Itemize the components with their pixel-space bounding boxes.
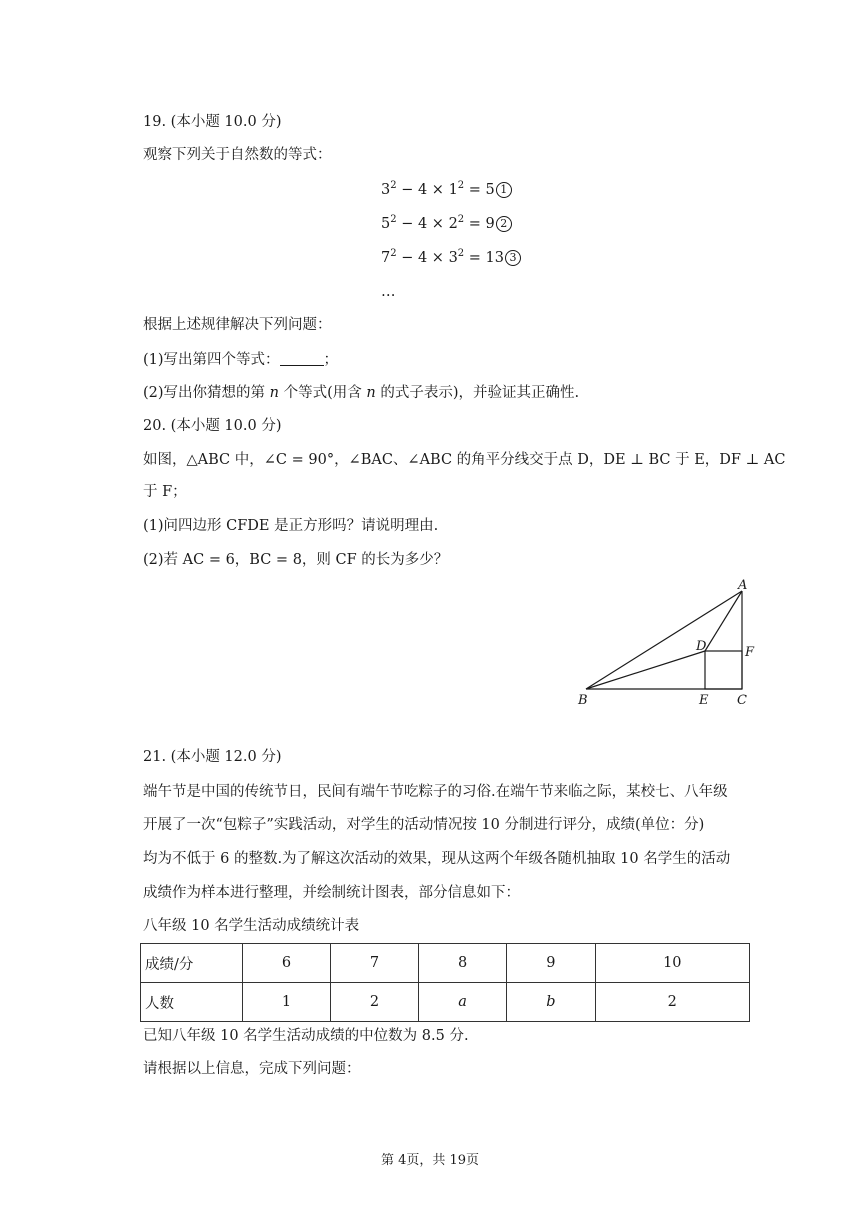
table-header-cell: 成绩/分 <box>141 944 243 983</box>
q19-heading: 19. (本小题 10.0 分) <box>143 114 282 130</box>
square-cfde <box>705 651 742 689</box>
table-cell: a <box>419 983 507 1022</box>
table-row <box>141 944 750 983</box>
segment-bd <box>586 651 705 689</box>
q21-line1: 端午节是中国的传统节日，民间有端午节吃粽子的习俗.在端午节来临之际，某校七、八年级 <box>143 784 728 800</box>
q19-intro: 观察下列关于自然数的等式： <box>143 147 332 163</box>
q19-equation-2: $5^2 - 4 \times 2^2 = 9$ 2 <box>381 214 512 234</box>
segment-ad <box>705 591 742 651</box>
label-e: E <box>699 693 709 708</box>
q20-heading: 20. (本小题 10.0 分) <box>143 418 282 434</box>
label-a: A <box>738 578 748 593</box>
page-footer: 第 4页，共 19页 <box>380 1153 480 1168</box>
q21-heading: 21. (本小题 12.0 分) <box>143 749 282 765</box>
q21-after1: 已知八年级 10 名学生活动成绩的中位数为 8.5 分. <box>143 1028 469 1044</box>
triangle-figure <box>572 576 762 712</box>
q21-after2: 请根据以上信息，完成下列问题： <box>143 1061 361 1077</box>
label-c: C <box>737 693 747 708</box>
table-cell: 10 <box>595 944 749 983</box>
q20-part1: (1)问四边形 CFDE 是正方形吗？请说明理由. <box>143 518 439 534</box>
q19-equation-3: $7^2 - 4 \times 3^2 = 13$ 3 <box>381 248 521 268</box>
table-cell: 7 <box>331 944 419 983</box>
q20-part2: (2)若 AC = 6，BC = 8，则 CF 的长为多少？ <box>143 552 449 568</box>
q21-line4: 成绩作为样本进行整理，并绘制统计图表，部分信息如下： <box>143 885 520 901</box>
table-cell: 1 <box>243 983 331 1022</box>
answer-blank <box>280 351 324 366</box>
q19-part1: (1)写出第四个等式： ； <box>143 352 339 368</box>
label-b: B <box>578 693 588 708</box>
q20-line2: 于 F； <box>143 484 187 500</box>
table-cell: 9 <box>507 944 595 983</box>
q21-line2: 开展了一次“包粽子”实践活动，对学生的活动情况按 10 分制进行评分，成绩(单位：分) <box>143 817 705 833</box>
segment-ab <box>586 591 742 689</box>
table-row <box>141 983 750 1022</box>
table-cell: 2 <box>595 983 749 1022</box>
table-cell: b <box>507 983 595 1022</box>
q20-line1: 如图，△ABC 中，∠C = 90°，∠BAC、∠ABC 的角平分线交于点 D，DE ⊥ BC 于 E，DF ⊥ AC <box>143 452 786 468</box>
table-cell: 6 <box>243 944 331 983</box>
q19-ellipsis: … <box>381 284 396 300</box>
score-table <box>140 943 750 1022</box>
q21-line3: 均为不低于 6 的整数.为了解这次活动的效果，现从这两个年级各随机抽取 10 名学生的活动 <box>143 851 731 867</box>
table-header-cell: 人数 <box>141 983 243 1022</box>
table-cell: 2 <box>331 983 419 1022</box>
q19-prompt: 根据上述规律解决下列问题： <box>143 317 332 333</box>
q19-equation-1: $3^2 - 4 \times 1^2 = 5$ 1 <box>381 180 512 200</box>
q19-part2: (2)写出你猜想的第 n 个等式(用含 n 的式子表示)，并验证其正确性. <box>143 385 580 401</box>
label-f: F <box>745 645 755 660</box>
q21-table-title: 八年级 10 名学生活动成绩统计表 <box>143 918 360 934</box>
table-cell: 8 <box>419 944 507 983</box>
label-d: D <box>696 639 707 654</box>
